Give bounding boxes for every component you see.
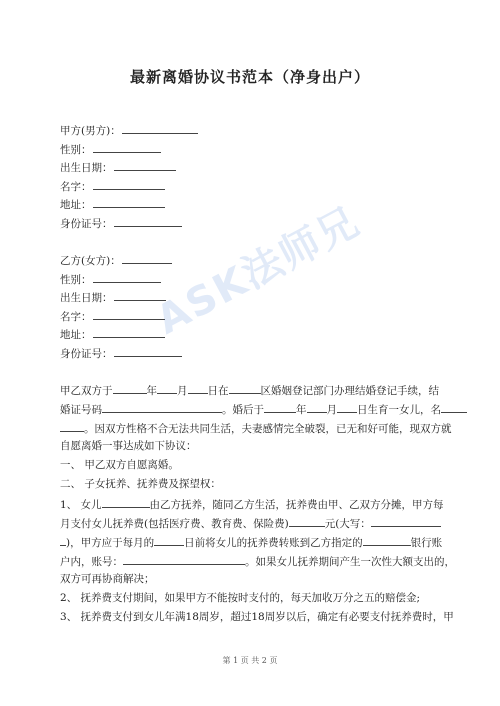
- intro-text: 婚证号码: [60, 404, 102, 416]
- clause-text: 由乙方抚养，随同乙方生活，抚养费由甲、乙双方分摊，甲方每: [149, 499, 444, 511]
- party-b-address-blank[interactable]: [93, 326, 165, 338]
- clause-text: 银行账: [410, 537, 443, 549]
- intro-text: 区婚姻登记部门办理结婚登记手续，结: [260, 385, 439, 397]
- party-b-id-label: 身份证号：: [60, 348, 113, 360]
- clause-text: 。如果女儿抚养期间产生一次性大额支出的，: [245, 556, 455, 568]
- party-b-name-field: [60, 252, 172, 267]
- intro-text: 年: [296, 404, 307, 416]
- party-b-id-field: [60, 345, 182, 360]
- item-2: 二、 子女抚养、抚养费及探望权：: [60, 478, 221, 490]
- page-footer: 第 1 页 共 2 页: [222, 656, 278, 665]
- party-a-ethnicity-field: [60, 178, 165, 193]
- birth-year-blank[interactable]: [264, 401, 296, 413]
- account-number-blank[interactable]: [123, 553, 245, 565]
- party-a-address-field: [60, 196, 165, 211]
- daughter-name-blank[interactable]: [441, 401, 467, 413]
- daughter-blank[interactable]: [102, 496, 150, 508]
- party-a-name-field: [60, 122, 198, 137]
- clause-1-line-4: [60, 553, 455, 568]
- party-b-name-blank[interactable]: [122, 252, 172, 264]
- district-blank[interactable]: [229, 382, 261, 394]
- party-a-ethnicity-label: 名字：: [60, 181, 92, 193]
- month-blank[interactable]: [157, 382, 177, 394]
- intro-text: 。因双方性格不合无法共同生活，夫妻感情完全破裂，已无和好可能，现双方就: [84, 423, 452, 435]
- party-a-id-label: 身份证号：: [60, 218, 113, 230]
- party-a-name-label: 甲方(男方)：: [60, 125, 121, 137]
- party-b-gender-label: 性别：: [60, 274, 92, 286]
- clause-1-line-1: [60, 496, 444, 511]
- clause-text: 1、 女儿: [60, 499, 102, 511]
- party-a-address-blank[interactable]: [93, 196, 165, 208]
- clause-text: 月支付女儿抚养费(包括医疗费、教育费、保险费): [60, 518, 289, 530]
- party-a-gender-blank[interactable]: [93, 141, 161, 153]
- intro-text: 日在: [207, 385, 229, 397]
- intro-text: 。婚后于: [222, 404, 264, 416]
- clause-2: 2、 抚养费支付期间，如果甲方不能按时支付的，每天加收万分之五的赔偿金;: [60, 592, 421, 604]
- amount-words-blank[interactable]: [371, 515, 441, 527]
- intro-line-3: [60, 420, 452, 435]
- clause-3: 3、 抚养费支付到女儿年满18周岁，超过18周岁以后，确定有必要支付抚养费时，甲: [60, 611, 454, 623]
- document-title: 最新离婚协议书范本（净身出户）: [129, 68, 370, 86]
- bank-blank[interactable]: [363, 534, 411, 546]
- intro-text: 月: [326, 404, 337, 416]
- party-a-ethnicity-blank[interactable]: [93, 178, 165, 190]
- party-a-gender-field: [60, 141, 161, 156]
- party-b-address-label: 地址：: [60, 329, 92, 341]
- party-b-birth-label: 出生日期：: [60, 292, 113, 304]
- party-b-ethnicity-field: [60, 308, 165, 323]
- birth-day-blank[interactable]: [337, 401, 357, 413]
- intro-text: 月: [177, 385, 188, 397]
- intro-text: 年: [146, 385, 157, 397]
- intro-line-2: [60, 401, 467, 416]
- certificate-number-blank[interactable]: [102, 401, 222, 413]
- birth-month-blank[interactable]: [307, 401, 327, 413]
- day-blank[interactable]: [188, 382, 208, 394]
- item-1: 一、 甲乙双方自愿离婚。: [60, 459, 179, 471]
- clause-text: 户内，账号：: [60, 556, 123, 568]
- party-a-birth-field: [60, 159, 176, 174]
- party-a-id-field: [60, 215, 182, 230]
- intro-text: 甲乙双方于: [60, 385, 113, 397]
- party-b-ethnicity-label: 名字：: [60, 311, 92, 323]
- amount-blank[interactable]: [289, 515, 325, 527]
- clause-text: 元(大写：: [324, 518, 371, 530]
- clause-1-line-2: [60, 515, 441, 530]
- clause-1-line-3: [60, 534, 442, 549]
- clause-1-line-5: 双方可再协商解决；: [60, 573, 155, 585]
- clause-text: )，甲方应于每月的: [66, 537, 155, 549]
- pay-day-blank[interactable]: [154, 534, 184, 546]
- clause-text: 日前将女儿的抚养费转账到乙方指定的: [184, 537, 363, 549]
- party-a-id-blank[interactable]: [114, 215, 182, 227]
- party-a-birth-blank[interactable]: [114, 159, 176, 171]
- party-a-gender-label: 性别：: [60, 144, 92, 156]
- year-blank[interactable]: [113, 382, 147, 394]
- party-b-id-blank[interactable]: [114, 345, 182, 357]
- party-b-gender-blank[interactable]: [93, 271, 161, 283]
- intro-line-4: 自愿离婚一事达成如下协议：: [60, 440, 197, 452]
- daughter-name-cont-blank[interactable]: [60, 420, 84, 432]
- party-a-name-blank[interactable]: [122, 122, 198, 134]
- watermark: ASK法师兄: [149, 198, 368, 344]
- party-a-birth-label: 出生日期：: [60, 162, 113, 174]
- party-b-name-label: 乙方(女方)：: [60, 255, 121, 267]
- party-b-gender-field: [60, 271, 161, 286]
- party-a-address-label: 地址：: [60, 199, 92, 211]
- party-b-address-field: [60, 326, 165, 341]
- intro-line-1: [60, 382, 439, 397]
- intro-text: 日生育一女儿，名: [357, 404, 441, 416]
